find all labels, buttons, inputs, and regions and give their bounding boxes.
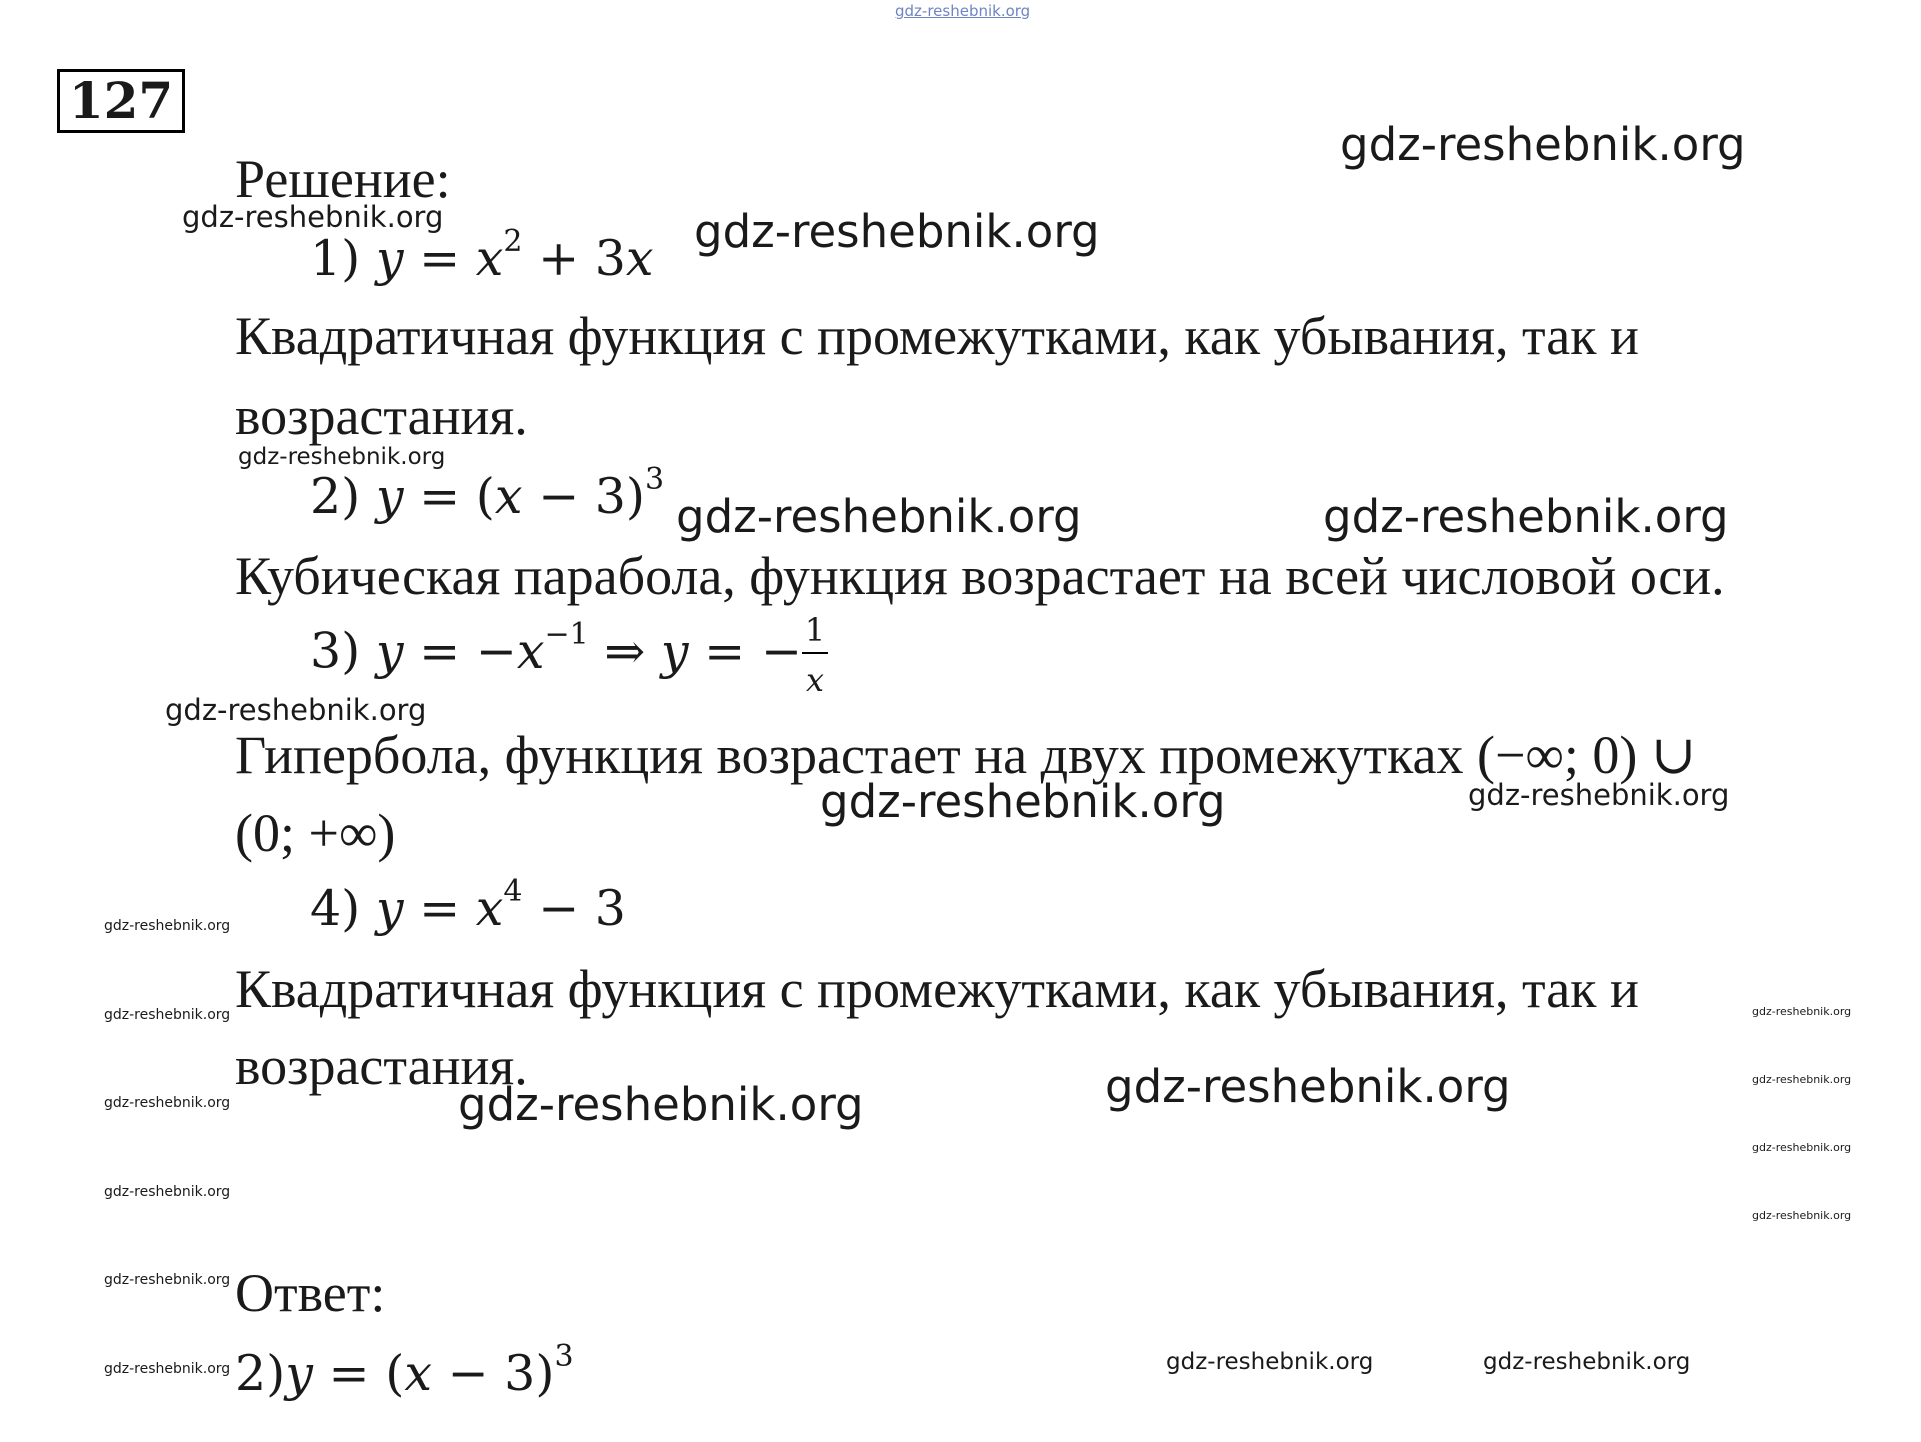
fraction-one-over-x: $\frac{1}{x}$ xyxy=(802,614,828,696)
watermark: gdz-reshebnik.org xyxy=(182,200,444,234)
watermark: gdz-reshebnik.org xyxy=(238,444,446,470)
watermark: gdz-reshebnik.org xyxy=(1752,1005,1852,1018)
formula-1-expression: $y = x^2 + 3x$ xyxy=(375,224,654,287)
formula-3 xyxy=(310,611,828,699)
watermark: gdz-reshebnik.org xyxy=(104,1184,231,1200)
watermark: gdz-reshebnik.org xyxy=(1340,118,1746,171)
description-3-line1: Гипербола, функция возрастает на двух промежутках (−∞; 0) ∪ xyxy=(235,725,1697,785)
watermark: gdz-reshebnik.org xyxy=(1752,1141,1852,1154)
answer-heading: Ответ: xyxy=(235,1263,386,1323)
formula-4-label: 4) xyxy=(310,880,361,937)
formula-4-expression: $y = x^4 - 3$ xyxy=(375,874,626,937)
description-4-line2: возрастания. xyxy=(235,1036,528,1096)
watermark: gdz-reshebnik.org xyxy=(1483,1349,1691,1375)
watermark: gdz-reshebnik.org xyxy=(1166,1349,1374,1375)
answer-expression: $y = (x - 3)^3$ xyxy=(285,1339,574,1402)
formula-1 xyxy=(310,224,654,287)
formula-2 xyxy=(310,462,665,525)
formula-2-label: 2) xyxy=(310,468,361,525)
formula-3-expression: $y = -x^{-1}$ ⇒ y = − $\frac{1}{x}$ xyxy=(376,623,828,680)
watermark-top: gdz-reshebnik.org xyxy=(895,2,1031,20)
watermark: gdz-reshebnik.org xyxy=(820,775,1226,828)
answer-formula xyxy=(235,1339,574,1402)
watermark: gdz-reshebnik.org xyxy=(104,1361,231,1377)
watermark: gdz-reshebnik.org xyxy=(1752,1209,1852,1222)
watermark: gdz-reshebnik.org xyxy=(165,693,427,727)
description-2-line1: Кубическая парабола, функция возрастает на всей числовой оси. xyxy=(235,546,1725,606)
watermark: gdz-reshebnik.org xyxy=(458,1078,864,1131)
formula-3-label: 3) xyxy=(310,622,361,680)
solution-heading: Решение: xyxy=(235,149,451,209)
watermark: gdz-reshebnik.org xyxy=(694,205,1100,258)
watermark: gdz-reshebnik.org xyxy=(104,1007,231,1023)
watermark: gdz-reshebnik.org xyxy=(104,1095,231,1111)
formula-4 xyxy=(310,874,626,937)
watermark: gdz-reshebnik.org xyxy=(1468,778,1730,812)
description-1-line2: возрастания. xyxy=(235,386,528,446)
watermark: gdz-reshebnik.org xyxy=(104,918,231,934)
description-4-line1: Квадратичная функция с промежутками, как убывания, так и xyxy=(235,959,1639,1019)
description-1-line1: Квадратичная функция с промежутками, как убывания, так и xyxy=(235,306,1639,366)
watermark: gdz-reshebnik.org xyxy=(1323,490,1729,543)
problem-number: 127 xyxy=(57,69,185,133)
description-3-line2: (0; +∞) xyxy=(235,803,396,863)
watermark: gdz-reshebnik.org xyxy=(676,490,1082,543)
answer-label: 2) xyxy=(235,1345,286,1402)
watermark: gdz-reshebnik.org xyxy=(104,1272,231,1288)
watermark: gdz-reshebnik.org xyxy=(1105,1060,1511,1113)
formula-1-label: 1) xyxy=(310,230,361,287)
formula-2-expression: $y = (x - 3)^3$ xyxy=(375,462,665,525)
watermark: gdz-reshebnik.org xyxy=(1752,1073,1852,1086)
